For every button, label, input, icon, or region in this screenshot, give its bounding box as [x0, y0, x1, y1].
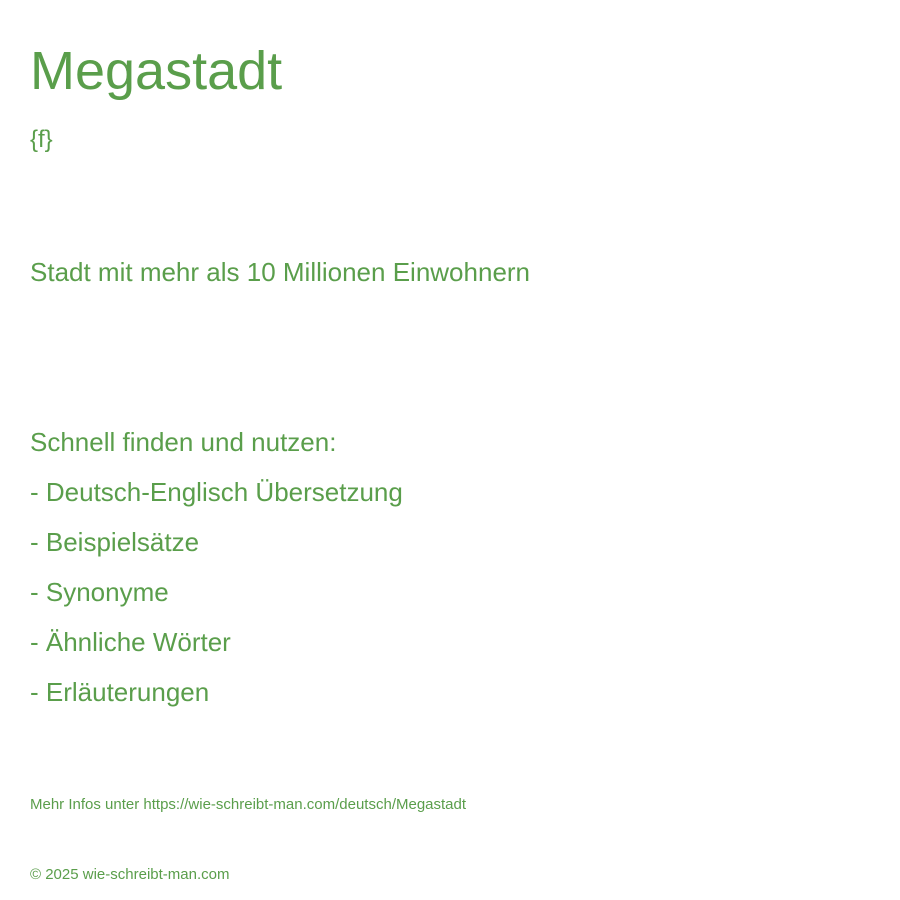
features-section	[30, 425, 403, 725]
features-heading: Schnell finden und nutzen:	[30, 427, 337, 457]
more-info-label: Mehr Infos unter	[30, 796, 144, 813]
definition-text: Stadt mit mehr als 10 Millionen Einwohnern	[30, 257, 531, 287]
page-title: Megastadt	[30, 41, 283, 101]
feature-item-explanations: - Erläuterungen	[30, 677, 210, 707]
feature-item-synonyms: - Synonyme	[30, 577, 169, 607]
gender-marker: {f}	[30, 126, 53, 153]
feature-item-example-sentences: - Beispielsätze	[30, 527, 200, 557]
more-info	[30, 795, 466, 815]
feature-item-similar-words: - Ähnliche Wörter	[30, 627, 231, 657]
feature-item-translation: - Deutsch-Englisch Übersetzung	[30, 477, 403, 507]
more-info-link[interactable]: https://wie-schreibt-man.com/deutsch/Megastadt	[143, 796, 467, 813]
feature-list	[30, 475, 403, 725]
copyright-notice: © 2025 wie-schreibt-man.com	[30, 866, 230, 883]
